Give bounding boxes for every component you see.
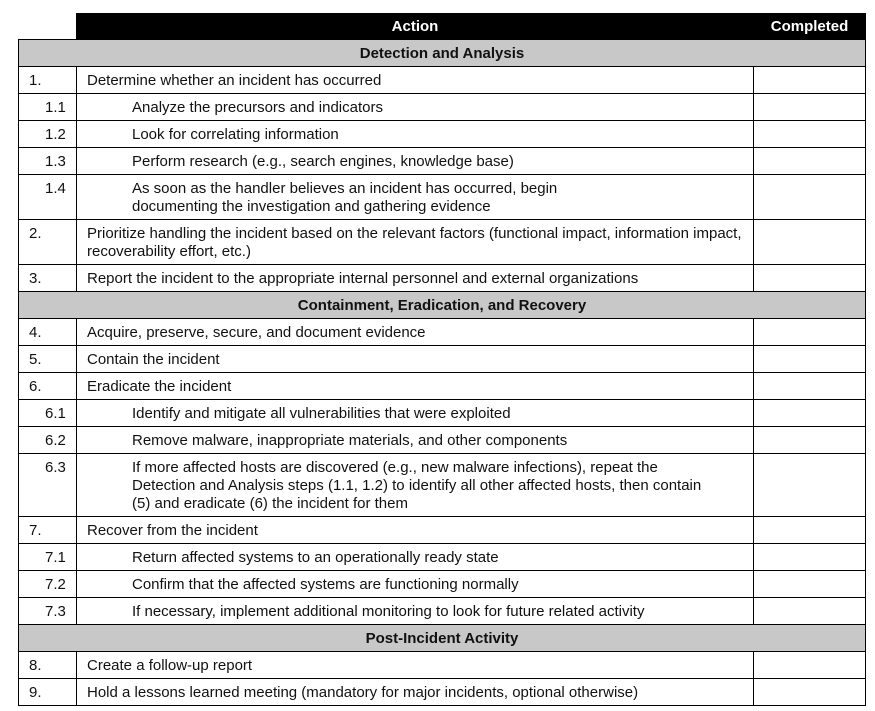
step-number: 1.1 <box>45 99 66 116</box>
step-number: 1.3 <box>45 153 66 170</box>
completed-column-header: Completed <box>754 14 866 40</box>
table-row <box>19 175 866 220</box>
completed-cell[interactable] <box>754 544 866 571</box>
step-action: If necessary, implement additional monitoring to look for future related activity <box>132 603 645 620</box>
table-row <box>19 319 866 346</box>
step-action: Acquire, preserve, secure, and document evidence <box>87 324 426 341</box>
table-row <box>19 373 866 400</box>
step-number: 7.3 <box>45 603 66 620</box>
step-action: Contain the incident <box>87 351 220 368</box>
section-title: Post-Incident Activity <box>19 625 866 652</box>
step-action: Analyze the precursors and indicators <box>132 99 383 116</box>
section-title: Detection and Analysis <box>19 40 866 67</box>
table-row <box>19 598 866 625</box>
step-action: Eradicate the incident <box>87 378 232 395</box>
step-action: Hold a lessons learned meeting (mandatory for major incidents, optional otherwise) <box>87 684 639 701</box>
table-row <box>19 571 866 598</box>
incident-handling-checklist <box>18 13 866 706</box>
completed-cell[interactable] <box>754 67 866 94</box>
section-title: Containment, Eradication, and Recovery <box>19 292 866 319</box>
step-number: 8. <box>29 657 42 674</box>
step-action: If more affected hosts are discovered (e.g., new malware infections), repeat the Detection and Analysis steps (1.1, 1.2) to identify all other affected hosts, then contain (5) and eradicate (6) the incident for them <box>132 459 702 512</box>
table-row <box>19 544 866 571</box>
completed-cell[interactable] <box>754 148 866 175</box>
step-number: 9. <box>29 684 42 701</box>
step-action: Prioritize handling the incident based on the relevant factors (functional impact, information impact, recoverability effort, etc.) <box>87 225 742 260</box>
completed-cell[interactable] <box>754 400 866 427</box>
step-number: 1.2 <box>45 126 66 143</box>
table-row <box>19 427 866 454</box>
step-number: 6.3 <box>45 459 66 476</box>
header-row <box>19 14 866 40</box>
table-row <box>19 67 866 94</box>
completed-cell[interactable] <box>754 373 866 400</box>
completed-cell[interactable] <box>754 220 866 265</box>
table-row <box>19 400 866 427</box>
step-action: Confirm that the affected systems are functioning normally <box>132 576 519 593</box>
table-row <box>19 148 866 175</box>
step-action: Identify and mitigate all vulnerabilities that were exploited <box>132 405 511 422</box>
step-action: Look for correlating information <box>132 126 339 143</box>
completed-cell[interactable] <box>754 265 866 292</box>
number-column-header <box>19 14 77 40</box>
action-column-header: Action <box>77 14 754 40</box>
step-number: 1. <box>29 72 42 89</box>
table-row <box>19 346 866 373</box>
step-action: Report the incident to the appropriate internal personnel and external organizations <box>87 270 639 287</box>
completed-cell[interactable] <box>754 319 866 346</box>
completed-cell[interactable] <box>754 679 866 706</box>
step-number: 2. <box>29 225 42 242</box>
step-number: 7. <box>29 522 42 539</box>
step-number: 7.2 <box>45 576 66 593</box>
table-row <box>19 220 866 265</box>
completed-cell[interactable] <box>754 517 866 544</box>
step-action: Determine whether an incident has occurred <box>87 72 382 89</box>
section-header <box>19 625 866 652</box>
step-number: 6.1 <box>45 405 66 422</box>
step-action: Recover from the incident <box>87 522 258 539</box>
table-row <box>19 265 866 292</box>
step-number: 3. <box>29 270 42 287</box>
table-row <box>19 517 866 544</box>
step-action: Remove malware, inappropriate materials, and other components <box>132 432 568 449</box>
table-row <box>19 121 866 148</box>
step-action: Create a follow-up report <box>87 657 253 674</box>
completed-cell[interactable] <box>754 94 866 121</box>
step-number: 5. <box>29 351 42 368</box>
step-action: Perform research (e.g., search engines, knowledge base) <box>132 153 514 170</box>
step-number: 4. <box>29 324 42 341</box>
step-number: 6.2 <box>45 432 66 449</box>
table-row <box>19 652 866 679</box>
step-number: 7.1 <box>45 549 66 566</box>
completed-cell[interactable] <box>754 598 866 625</box>
step-action: Return affected systems to an operationally ready state <box>132 549 499 566</box>
completed-cell[interactable] <box>754 652 866 679</box>
section-header <box>19 40 866 67</box>
completed-cell[interactable] <box>754 175 866 220</box>
table-row <box>19 454 866 517</box>
section-header <box>19 292 866 319</box>
step-action: As soon as the handler believes an incident has occurred, begin documenting the investigation and gathering evidence <box>132 180 558 215</box>
step-number: 6. <box>29 378 42 395</box>
completed-cell[interactable] <box>754 427 866 454</box>
completed-cell[interactable] <box>754 454 866 517</box>
completed-cell[interactable] <box>754 346 866 373</box>
table-row <box>19 679 866 706</box>
completed-cell[interactable] <box>754 121 866 148</box>
table-row <box>19 94 866 121</box>
step-number: 1.4 <box>45 180 66 197</box>
completed-cell[interactable] <box>754 571 866 598</box>
